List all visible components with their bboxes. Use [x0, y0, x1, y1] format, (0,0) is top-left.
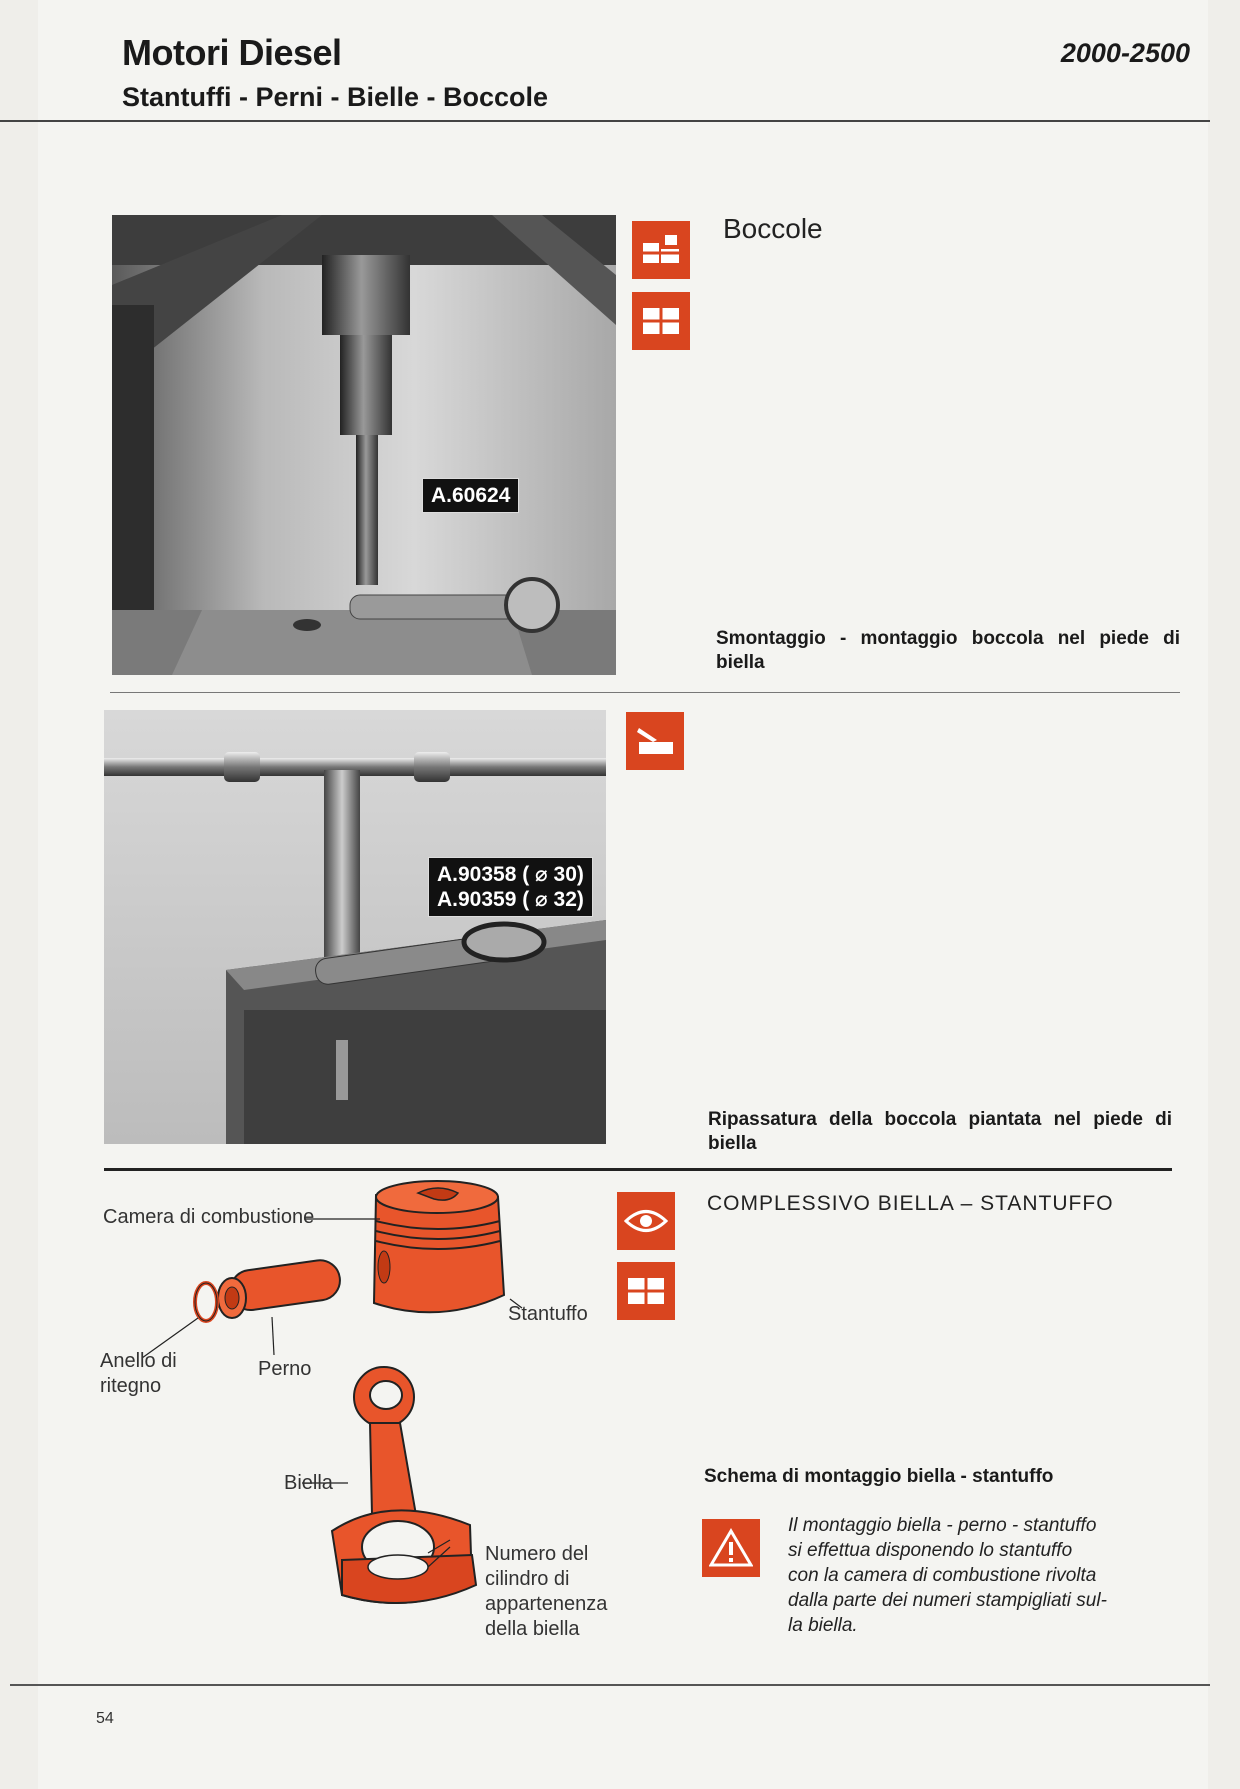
tool-label-a90358: [428, 857, 593, 917]
tool-label-line2: A.90359 ( ⌀ 32): [437, 888, 584, 911]
warning-line: Il montaggio biella - perno - stantuffo: [788, 1515, 1097, 1536]
assembly-icon-2: [617, 1262, 675, 1320]
warning-icon: [702, 1519, 760, 1577]
callout-anello-line2: ritegno: [100, 1375, 162, 1397]
piston-pin-shape: [218, 1258, 342, 1318]
page-subtitle: Stantuffi - Perni - Bielle - Boccole: [122, 82, 549, 112]
callout-numero-line2: cilindro di: [485, 1568, 570, 1590]
assembly-icon: [632, 292, 690, 350]
section-heading-complessivo: COMPLESSIVO BIELLA – STANTUFFO: [707, 1192, 1114, 1215]
connecting-rod-shape: [332, 1367, 476, 1603]
caption-smontaggio: Smontaggio - montaggio boccola nel piede di biella: [716, 628, 1180, 673]
remove-install-icon: [632, 221, 690, 279]
callout-numero-line3: appartenenza: [485, 1593, 608, 1615]
reaming-photo: [104, 710, 606, 1144]
callout-anello-ritegno: [100, 1349, 177, 1399]
callout-stantuffo: Stantuffo: [508, 1303, 588, 1325]
press-illustration: [112, 215, 616, 675]
warning-line: si effettua disponendo lo stantuffo: [788, 1540, 1073, 1561]
header-rule: [0, 120, 1210, 122]
callout-numero-line4: della biella: [485, 1618, 580, 1640]
callout-camera-combustione: Camera di combustione: [103, 1206, 315, 1228]
tool-label-a60624: A.60624: [422, 478, 519, 513]
warning-line: con la camera di combustione rivolta: [788, 1565, 1097, 1586]
warning-line: dalla parte dei numeri stampigliati sul-: [788, 1590, 1107, 1611]
model-range: 2000-2500: [1060, 38, 1190, 68]
callout-perno: Perno: [258, 1358, 312, 1380]
tool-label-line1: A.90358 ( ⌀ 30): [437, 863, 584, 886]
footer-rule: [10, 1684, 1210, 1686]
callout-anello-line1: Anello di: [100, 1350, 177, 1372]
caption-ripassatura: Ripassatura della boccola piantata nel piede di biella: [708, 1109, 1172, 1154]
callout-numero-cilindro: [485, 1542, 607, 1642]
reaming-icon: [626, 712, 684, 770]
press-photo: [112, 215, 616, 675]
section-divider-1: [110, 692, 1180, 693]
warning-note: [788, 1513, 1168, 1638]
warning-line: la biella.: [788, 1615, 858, 1636]
page-title: Motori Diesel: [122, 32, 342, 73]
page-number: 54: [96, 1710, 114, 1727]
caption-schema-montaggio: Schema di montaggio biella - stantuffo: [704, 1466, 1054, 1487]
callout-numero-line1: Numero del: [485, 1543, 589, 1565]
piston-shape: [374, 1181, 504, 1312]
section-heading-boccole: Boccole: [723, 213, 823, 244]
section-divider-2: [104, 1168, 1172, 1171]
inspection-eye-icon: [617, 1192, 675, 1250]
callout-biella: Biella: [284, 1472, 333, 1494]
reaming-illustration: [104, 710, 606, 1144]
